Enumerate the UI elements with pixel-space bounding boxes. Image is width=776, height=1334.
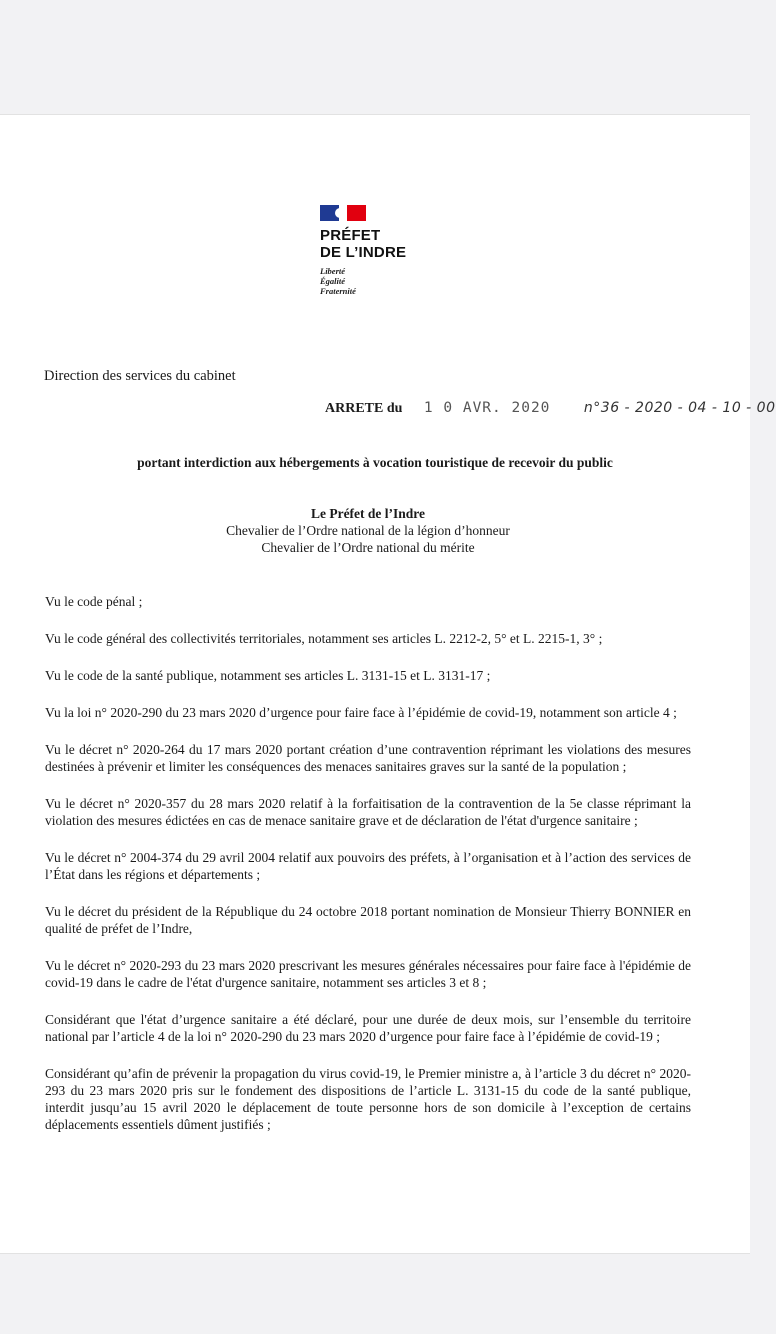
document-body: [45, 593, 691, 1153]
motto-egalite: Égalité: [320, 276, 346, 286]
marianne-flag-icon: [320, 205, 366, 221]
prefet-block: [0, 505, 736, 556]
paragraph-considerant-propagation: Considérant qu’afin de prévenir la propagation du virus covid-19, le Premier ministre a, à l’article 3 du décret n° 2020-293 du 23 mars 2020 pris sur le fondement des dispositions de l’article L. 3131-15 du code de la santé publique, interdit jusqu’au 15 avril 2020 le déplacement de toute personne hors de son domicile à l’exception de certains déplacements essentiels dûment justifiés ;: [45, 1066, 691, 1132]
paragraph-considerant-etat-urgence: Considérant que l'état d’urgence sanitaire a été déclaré, pour une durée de deux mois, sur l’ensemble du territoire national par l’article 4 de la loi n° 2020-290 du 23 mars 2020 d’urgence pour faire face à l’épidémie de covid-19 ;: [45, 1012, 691, 1044]
motto-liberte: Liberté: [320, 266, 346, 276]
prefet-name: Le Préfet de l’Indre: [310, 506, 426, 521]
paragraph-loi-2020-290: Vu la loi n° 2020-290 du 23 mars 2020 d’urgence pour faire face à l’épidémie de covid-19, notamment son article 4 ;: [45, 705, 677, 720]
paragraph-decret-2020-264: Vu le décret n° 2020-264 du 17 mars 2020 portant création d’une contravention réprimant les violations des mesures destinées à prévenir et limiter les conséquences des menaces sanitaires graves sur la santé de la population ;: [45, 742, 691, 774]
paragraph-decret-nomination: Vu le décret du président de la République du 24 octobre 2018 portant nomination de Monsieur Thierry BONNIER en qualité de préfet de l’Indre,: [45, 904, 691, 936]
prefet-title-merite: Chevalier de l’Ordre national du mérite: [261, 540, 475, 555]
arrete-header: [325, 400, 776, 417]
paragraph-decret-2020-293: Vu le décret n° 2020-293 du 23 mars 2020 prescrivant les mesures générales nécessaires pour faire face à l'épidémie de covid-19 dans le cadre de l'état d'urgence sanitaire, notamment ses articles 3 et 8 ;: [45, 958, 691, 990]
prefet-title-legion: Chevalier de l’Ordre national de la légion d’honneur: [226, 523, 510, 538]
logo-title-line1: PRÉFET: [320, 227, 381, 244]
arrete-subject: portant interdiction aux hébergements à vocation touristique de recevoir du public: [137, 455, 613, 470]
paragraph-decret-2004-374: Vu le décret n° 2004-374 du 29 avril 2004 relatif aux pouvoirs des préfets, à l’organisation et à l’action des services de l’État dans les régions et départements ;: [45, 850, 691, 882]
arrete-label: ARRETE du: [325, 401, 403, 416]
paragraph-code-penal: Vu le code pénal ;: [45, 594, 143, 609]
prefecture-logo: [320, 205, 460, 296]
paragraph-decret-2020-357: Vu le décret n° 2020-357 du 28 mars 2020 relatif à la forfaitisation de la contravention de la 5e classe réprimant la violation des mesures édictées en cas de menace sanitaire grave et de déclaration de l'état d'urgence sanitaire ;: [45, 796, 691, 828]
logo-title-line2: DE L’INDRE: [320, 244, 407, 261]
republic-motto: [320, 266, 460, 296]
motto-fraternite: Fraternité: [320, 286, 356, 296]
paragraph-code-sante: Vu le code de la santé publique, notamment ses articles L. 3131-15 et L. 3131-17 ;: [45, 668, 491, 683]
document-page: [0, 114, 776, 1254]
department-name: Direction des services du cabinet: [44, 368, 236, 384]
handwritten-number: n°36 - 2020 - 04 - 10 - 00: [583, 400, 776, 416]
date-stamp: 1 0 AVR. 2020: [423, 400, 551, 416]
paragraph-cgct: Vu le code général des collectivités territoriales, notamment ses articles L. 2212-2, 5° et L. 2215-1, 3° ;: [45, 631, 603, 646]
